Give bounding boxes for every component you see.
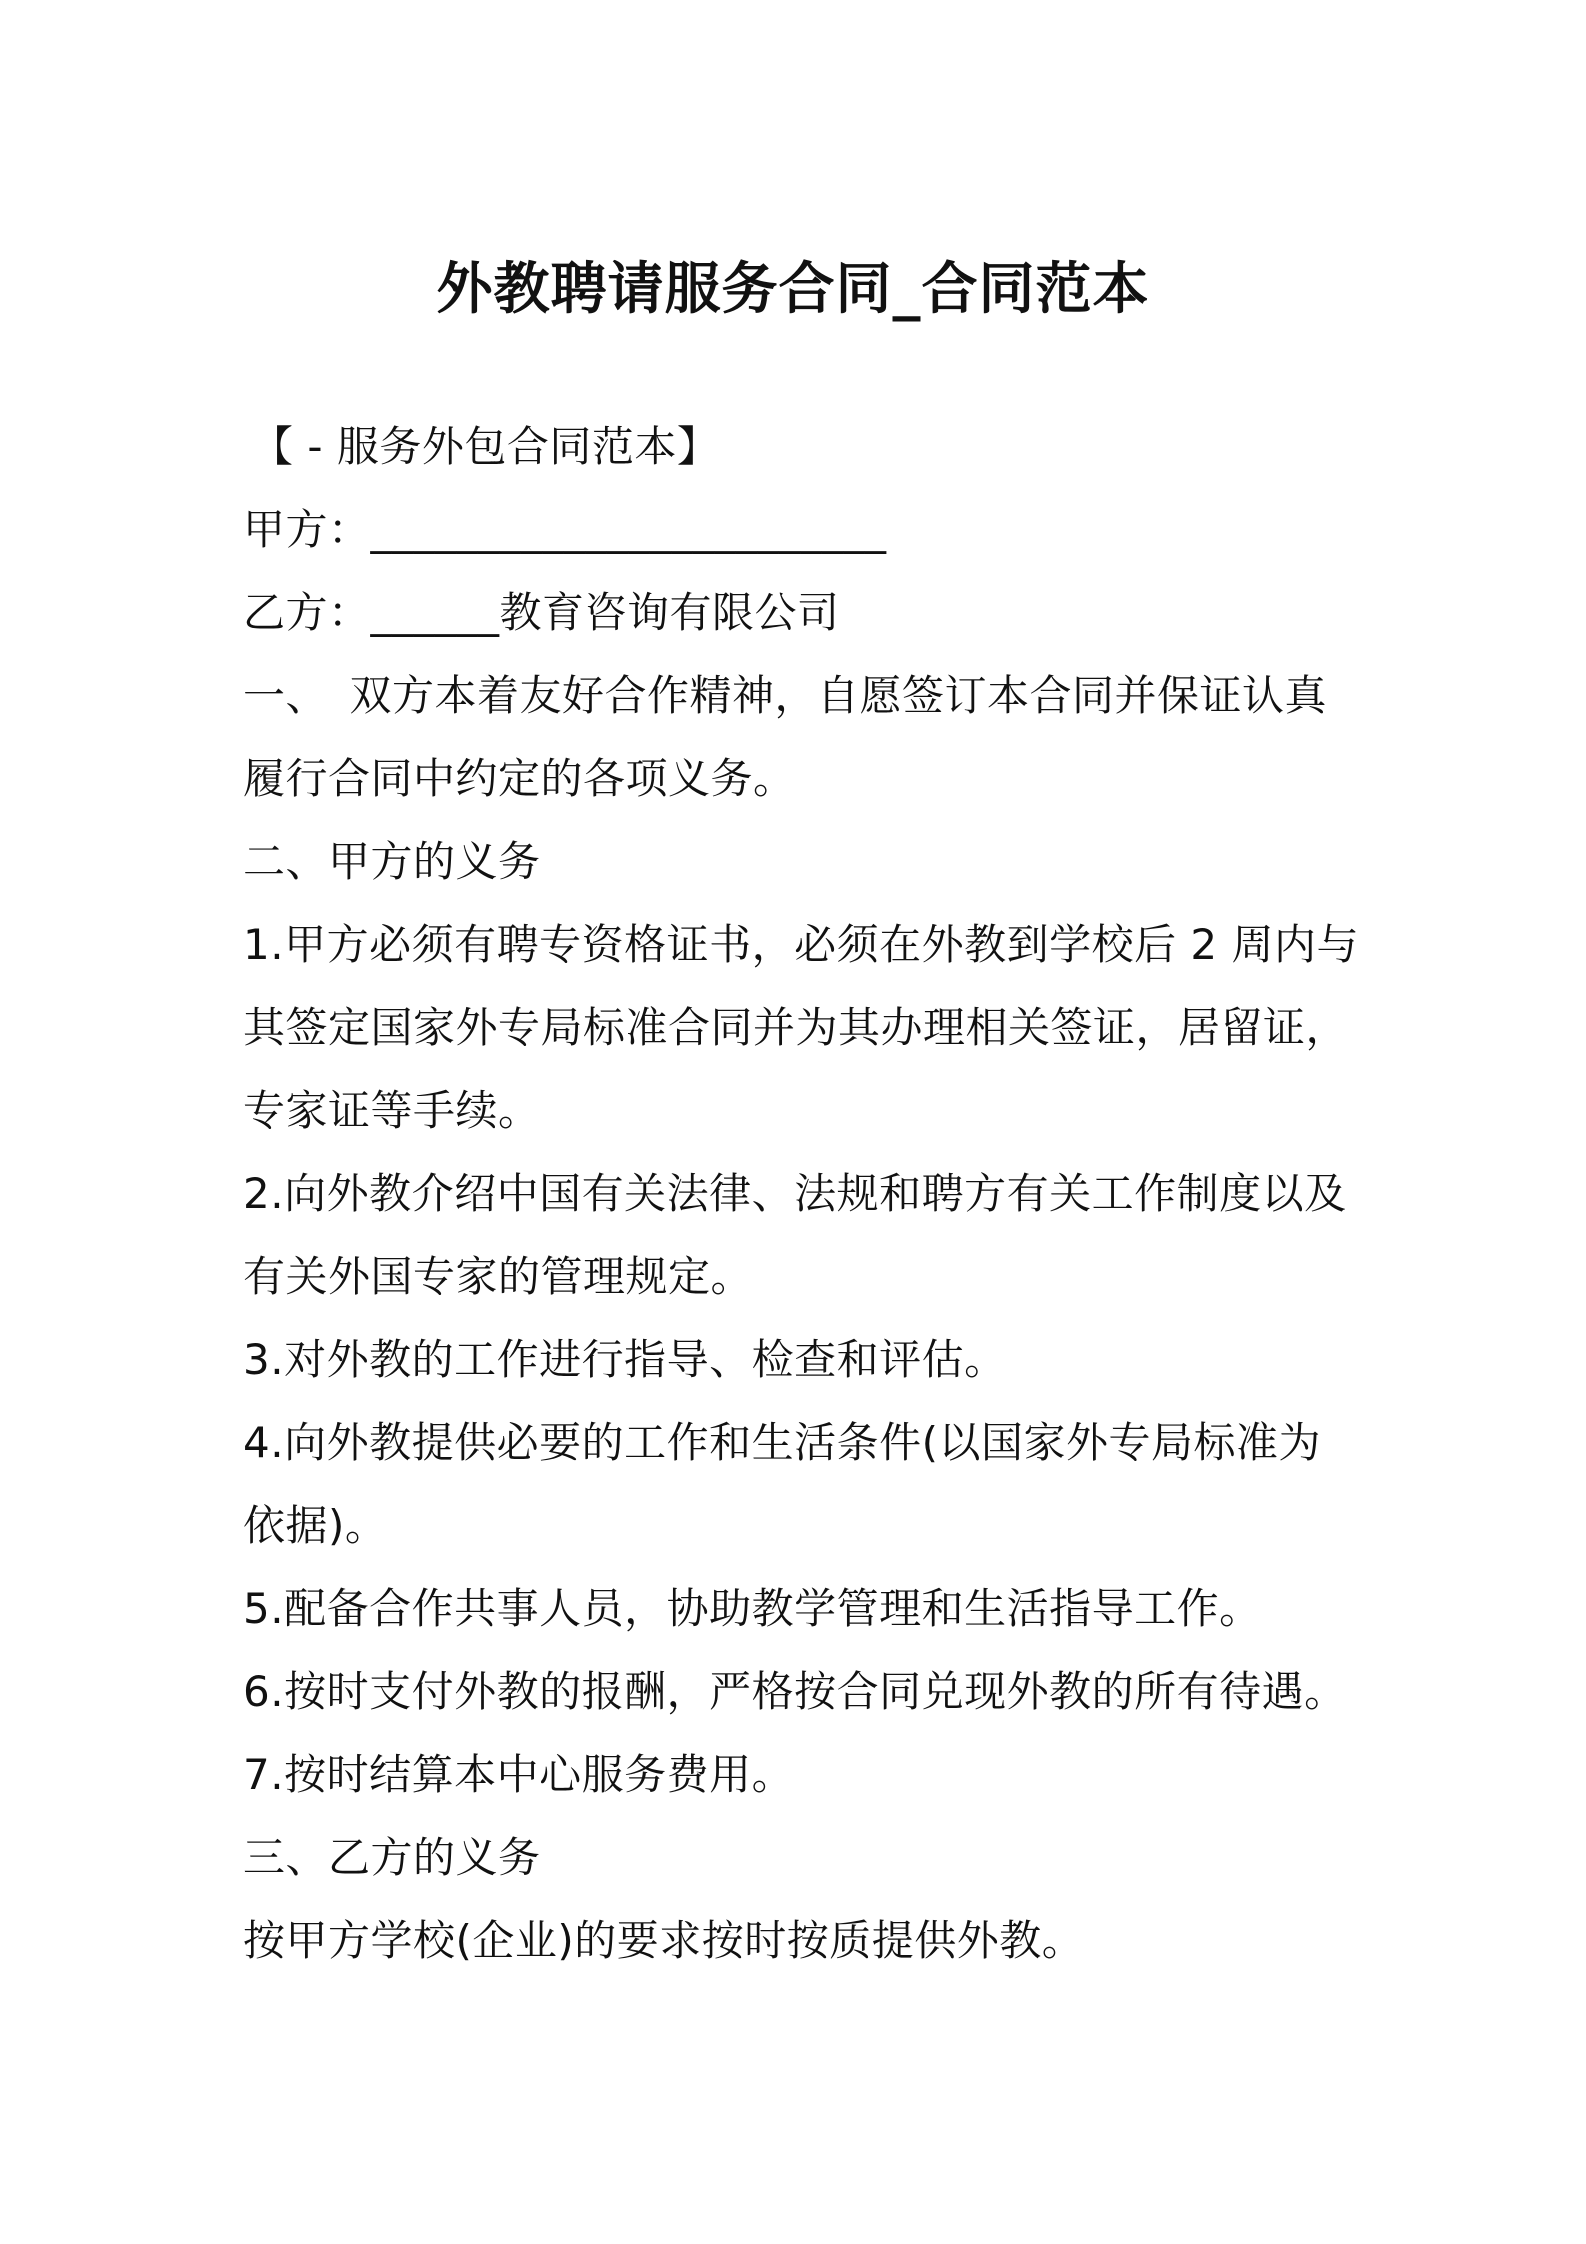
document-title: 外教聘请服务合同_合同范本 (436, 257, 1150, 322)
section-heading-party-b-duties: 三、乙方的义务 (243, 1833, 541, 1882)
party-a-item-6: 6.按时支付外教的报酬，严格按合同兑现外教的所有待遇。 (243, 1667, 1347, 1716)
party-a-item-5: 5.配备合作共事人员，协助教学管理和生活指导工作。 (243, 1584, 1262, 1633)
party-a-item-1-line-3: 专家证等手续。 (243, 1086, 541, 1135)
party-a-item-2-line-1: 2.向外教介绍中国有关法律、法规和聘方有关工作制度以及 (243, 1169, 1347, 1218)
party-a-item-3: 3.对外教的工作进行指导、检查和评估。 (243, 1335, 1007, 1384)
party-a-line: 甲方：________________________ (243, 505, 887, 554)
party-a-item-2-line-2: 有关外国专家的管理规定。 (243, 1252, 754, 1301)
section-heading-party-a-duties: 二、甲方的义务 (243, 837, 541, 886)
document-subtitle: 【 - 服务外包合同范本】 (251, 422, 720, 471)
clause-1-line-2: 履行合同中约定的各项义务。 (243, 754, 796, 803)
party-a-item-1-line-2: 其签定国家外专局标准合同并为其办理相关签证，居留证， (243, 1003, 1349, 1052)
clause-1-line-1: 一、 双方本着友好合作精神，自愿签订本合同并保证认真 (243, 671, 1328, 720)
party-b-line: 乙方：______教育咨询有限公司 (243, 588, 840, 637)
party-a-item-4-line-1: 4.向外教提供必要的工作和生活条件(以国家外专局标准为 (243, 1418, 1321, 1467)
party-a-item-7: 7.按时结算本中心服务费用。 (243, 1750, 795, 1799)
party-b-item-1: 按甲方学校(企业)的要求按时按质提供外教。 (243, 1916, 1085, 1965)
party-a-item-4-line-2: 依据)。 (243, 1501, 388, 1550)
document-body (243, 405, 1373, 1982)
party-a-item-1-line-1: 1.甲方必须有聘专资格证书，必须在外教到学校后 2 周内与 (243, 920, 1359, 969)
